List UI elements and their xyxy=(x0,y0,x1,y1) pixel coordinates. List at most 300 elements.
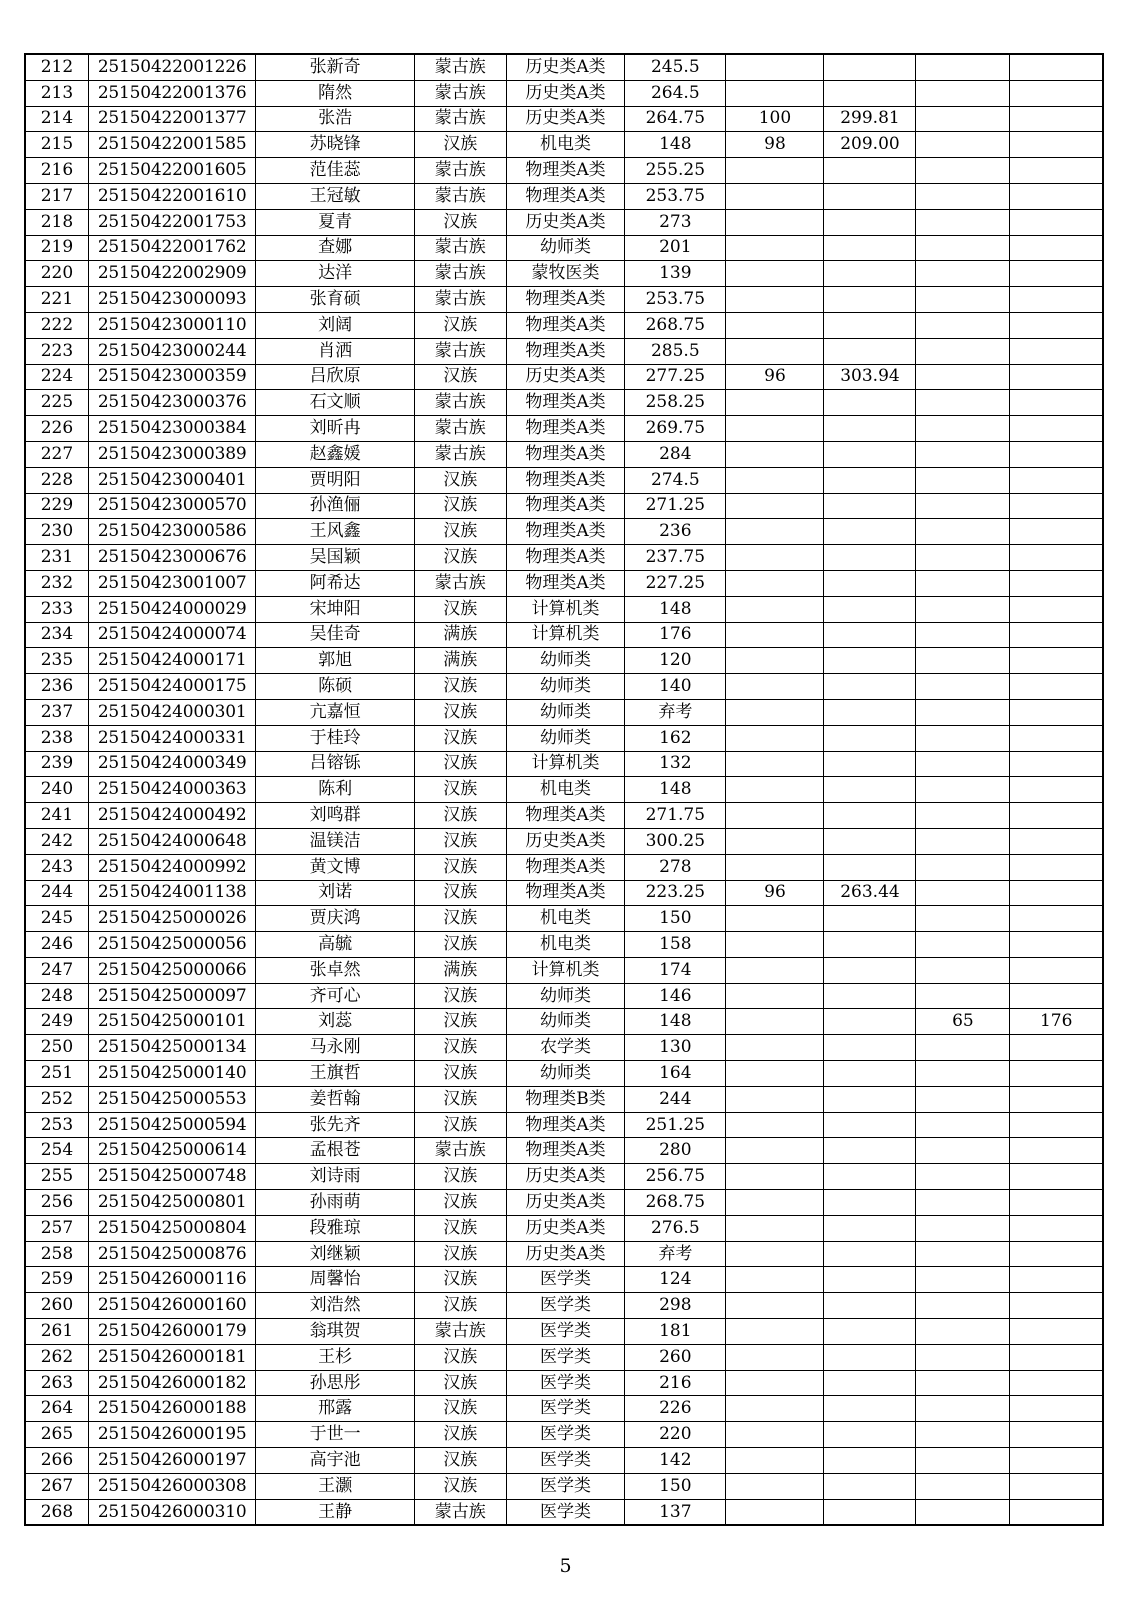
extra-score-cell xyxy=(726,854,824,880)
skill-total-cell xyxy=(1010,932,1103,958)
extra-score-cell xyxy=(726,570,824,596)
name-cell: 齐可心 xyxy=(256,983,414,1009)
seq-cell: 255 xyxy=(25,1164,88,1190)
extra-score-cell xyxy=(726,957,824,983)
category-cell: 机电类 xyxy=(506,132,625,158)
name-cell: 张育硕 xyxy=(256,287,414,313)
extra-score-cell: 96 xyxy=(726,364,824,390)
extra-score-cell: 100 xyxy=(726,106,824,132)
extra-score-cell xyxy=(726,545,824,571)
name-cell: 张浩 xyxy=(256,106,414,132)
score-cell: 174 xyxy=(625,957,726,983)
seq-cell: 261 xyxy=(25,1319,88,1345)
table-row xyxy=(25,906,1103,932)
category-cell: 物理类A类 xyxy=(506,158,625,184)
seq-cell: 212 xyxy=(25,54,88,80)
table-row xyxy=(25,699,1103,725)
extra-score-cell xyxy=(726,54,824,80)
total-score-cell xyxy=(824,467,916,493)
table-row xyxy=(25,1422,1103,1448)
score-cell: 271.25 xyxy=(625,493,726,519)
exam-id-cell: 25150422001762 xyxy=(88,235,256,261)
score-cell: 130 xyxy=(625,1035,726,1061)
extra-score-cell xyxy=(726,699,824,725)
skill-total-cell xyxy=(1010,493,1103,519)
extra-score-cell xyxy=(726,596,824,622)
extra-score-cell xyxy=(726,390,824,416)
table-row xyxy=(25,1293,1103,1319)
table-row xyxy=(25,235,1103,261)
name-cell: 张卓然 xyxy=(256,957,414,983)
total-score-cell xyxy=(824,1138,916,1164)
ethnicity-cell: 蒙古族 xyxy=(414,54,506,80)
skill-total-cell xyxy=(1010,1086,1103,1112)
total-score-cell xyxy=(824,648,916,674)
skill-total-cell xyxy=(1010,441,1103,467)
ethnicity-cell: 汉族 xyxy=(414,1112,506,1138)
name-cell: 邢露 xyxy=(256,1396,414,1422)
skill-total-cell xyxy=(1010,1499,1103,1525)
skill-score-cell xyxy=(916,364,1010,390)
table-row xyxy=(25,983,1103,1009)
ethnicity-cell: 汉族 xyxy=(414,209,506,235)
ethnicity-cell: 蒙古族 xyxy=(414,1138,506,1164)
score-cell: 273 xyxy=(625,209,726,235)
ethnicity-cell: 满族 xyxy=(414,622,506,648)
exam-id-cell: 25150426000179 xyxy=(88,1319,256,1345)
ethnicity-cell: 汉族 xyxy=(414,854,506,880)
skill-score-cell xyxy=(916,880,1010,906)
table-row xyxy=(25,854,1103,880)
exam-id-cell: 25150425000026 xyxy=(88,906,256,932)
table-row xyxy=(25,1215,1103,1241)
ethnicity-cell: 汉族 xyxy=(414,493,506,519)
extra-score-cell xyxy=(726,158,824,184)
total-score-cell xyxy=(824,441,916,467)
total-score-cell xyxy=(824,1319,916,1345)
score-cell: 269.75 xyxy=(625,416,726,442)
name-cell: 王冠敏 xyxy=(256,183,414,209)
skill-score-cell xyxy=(916,338,1010,364)
name-cell: 刘阔 xyxy=(256,312,414,338)
table-row xyxy=(25,390,1103,416)
table-row xyxy=(25,338,1103,364)
ethnicity-cell: 汉族 xyxy=(414,1164,506,1190)
ethnicity-cell: 蒙古族 xyxy=(414,416,506,442)
seq-cell: 263 xyxy=(25,1370,88,1396)
total-score-cell xyxy=(824,158,916,184)
name-cell: 孙渔俪 xyxy=(256,493,414,519)
category-cell: 历史类A类 xyxy=(506,80,625,106)
name-cell: 苏晓锋 xyxy=(256,132,414,158)
exam-id-cell: 25150422001605 xyxy=(88,158,256,184)
skill-score-cell xyxy=(916,1473,1010,1499)
total-score-cell xyxy=(824,183,916,209)
category-cell: 幼师类 xyxy=(506,699,625,725)
category-cell: 计算机类 xyxy=(506,596,625,622)
seq-cell: 268 xyxy=(25,1499,88,1525)
exam-id-cell: 25150422001585 xyxy=(88,132,256,158)
extra-score-cell xyxy=(726,1215,824,1241)
category-cell: 幼师类 xyxy=(506,648,625,674)
skill-score-cell xyxy=(916,1499,1010,1525)
exam-id-cell: 25150426000182 xyxy=(88,1370,256,1396)
exam-id-cell: 25150423000244 xyxy=(88,338,256,364)
extra-score-cell xyxy=(726,1086,824,1112)
extra-score-cell xyxy=(726,932,824,958)
exam-id-cell: 25150426000188 xyxy=(88,1396,256,1422)
skill-total-cell xyxy=(1010,725,1103,751)
total-score-cell: 209.00 xyxy=(824,132,916,158)
skill-total-cell xyxy=(1010,1344,1103,1370)
table-row xyxy=(25,1190,1103,1216)
total-score-cell xyxy=(824,1396,916,1422)
table-row xyxy=(25,1473,1103,1499)
score-cell: 260 xyxy=(625,1344,726,1370)
skill-total-cell xyxy=(1010,1448,1103,1474)
table-row xyxy=(25,932,1103,958)
skill-total-cell: 176 xyxy=(1010,1009,1103,1035)
seq-cell: 250 xyxy=(25,1035,88,1061)
extra-score-cell xyxy=(726,725,824,751)
total-score-cell xyxy=(824,1061,916,1087)
name-cell: 肖洒 xyxy=(256,338,414,364)
exam-id-cell: 25150425000134 xyxy=(88,1035,256,1061)
skill-total-cell xyxy=(1010,1396,1103,1422)
ethnicity-cell: 蒙古族 xyxy=(414,80,506,106)
exam-id-cell: 25150425000876 xyxy=(88,1241,256,1267)
score-cell: 258.25 xyxy=(625,390,726,416)
score-cell: 148 xyxy=(625,1009,726,1035)
category-cell: 医学类 xyxy=(506,1448,625,1474)
name-cell: 石文顺 xyxy=(256,390,414,416)
total-score-cell xyxy=(824,416,916,442)
skill-total-cell xyxy=(1010,777,1103,803)
table-row xyxy=(25,1086,1103,1112)
extra-score-cell xyxy=(726,1293,824,1319)
name-cell: 达洋 xyxy=(256,261,414,287)
category-cell: 物理类A类 xyxy=(506,416,625,442)
ethnicity-cell: 蒙古族 xyxy=(414,338,506,364)
category-cell: 物理类A类 xyxy=(506,1112,625,1138)
table-row xyxy=(25,880,1103,906)
exam-id-cell: 25150426000308 xyxy=(88,1473,256,1499)
skill-total-cell xyxy=(1010,1138,1103,1164)
seq-cell: 248 xyxy=(25,983,88,1009)
skill-total-cell xyxy=(1010,545,1103,571)
seq-cell: 256 xyxy=(25,1190,88,1216)
exam-id-cell: 25150424000648 xyxy=(88,828,256,854)
total-score-cell xyxy=(824,1344,916,1370)
skill-score-cell xyxy=(916,209,1010,235)
name-cell: 刘鸣群 xyxy=(256,803,414,829)
extra-score-cell xyxy=(726,828,824,854)
table-row xyxy=(25,1319,1103,1345)
total-score-cell xyxy=(824,932,916,958)
total-score-cell xyxy=(824,699,916,725)
category-cell: 历史类A类 xyxy=(506,1215,625,1241)
category-cell: 物理类A类 xyxy=(506,183,625,209)
category-cell: 物理类A类 xyxy=(506,287,625,313)
score-cell: 271.75 xyxy=(625,803,726,829)
category-cell: 计算机类 xyxy=(506,751,625,777)
total-score-cell xyxy=(824,235,916,261)
extra-score-cell xyxy=(726,441,824,467)
category-cell: 物理类B类 xyxy=(506,1086,625,1112)
seq-cell: 243 xyxy=(25,854,88,880)
extra-score-cell xyxy=(726,235,824,261)
name-cell: 于桂玲 xyxy=(256,725,414,751)
skill-score-cell xyxy=(916,1370,1010,1396)
seq-cell: 245 xyxy=(25,906,88,932)
name-cell: 王风鑫 xyxy=(256,519,414,545)
ethnicity-cell: 汉族 xyxy=(414,983,506,1009)
skill-score-cell xyxy=(916,545,1010,571)
seq-cell: 213 xyxy=(25,80,88,106)
score-cell: 245.5 xyxy=(625,54,726,80)
score-cell: 146 xyxy=(625,983,726,1009)
seq-cell: 214 xyxy=(25,106,88,132)
extra-score-cell xyxy=(726,312,824,338)
exam-id-cell: 25150424000992 xyxy=(88,854,256,880)
ethnicity-cell: 蒙古族 xyxy=(414,1499,506,1525)
exam-id-cell: 25150423000401 xyxy=(88,467,256,493)
seq-cell: 233 xyxy=(25,596,88,622)
skill-score-cell xyxy=(916,1086,1010,1112)
name-cell: 周馨怡 xyxy=(256,1267,414,1293)
total-score-cell xyxy=(824,1293,916,1319)
ethnicity-cell: 汉族 xyxy=(414,906,506,932)
total-score-cell xyxy=(824,312,916,338)
score-cell: 253.75 xyxy=(625,287,726,313)
table-row xyxy=(25,261,1103,287)
category-cell: 物理类A类 xyxy=(506,338,625,364)
total-score-cell xyxy=(824,1190,916,1216)
exam-id-cell: 25150422001610 xyxy=(88,183,256,209)
name-cell: 查娜 xyxy=(256,235,414,261)
name-cell: 陈硕 xyxy=(256,674,414,700)
exam-id-cell: 25150425000801 xyxy=(88,1190,256,1216)
table-row xyxy=(25,364,1103,390)
ethnicity-cell: 汉族 xyxy=(414,1293,506,1319)
table-row xyxy=(25,777,1103,803)
score-cell: 280 xyxy=(625,1138,726,1164)
total-score-cell xyxy=(824,261,916,287)
exam-id-cell: 25150424000349 xyxy=(88,751,256,777)
extra-score-cell xyxy=(726,1422,824,1448)
skill-total-cell xyxy=(1010,622,1103,648)
ethnicity-cell: 满族 xyxy=(414,957,506,983)
seq-cell: 253 xyxy=(25,1112,88,1138)
score-cell: 181 xyxy=(625,1319,726,1345)
name-cell: 段雅琼 xyxy=(256,1215,414,1241)
extra-score-cell xyxy=(726,674,824,700)
ethnicity-cell: 汉族 xyxy=(414,674,506,700)
skill-total-cell xyxy=(1010,1061,1103,1087)
category-cell: 医学类 xyxy=(506,1293,625,1319)
name-cell: 贾庆鸿 xyxy=(256,906,414,932)
category-cell: 物理类A类 xyxy=(506,880,625,906)
table-row xyxy=(25,957,1103,983)
total-score-cell xyxy=(824,828,916,854)
skill-score-cell xyxy=(916,751,1010,777)
score-cell: 164 xyxy=(625,1061,726,1087)
skill-score-cell xyxy=(916,932,1010,958)
exam-id-cell: 25150424000175 xyxy=(88,674,256,700)
ethnicity-cell: 汉族 xyxy=(414,1267,506,1293)
table-row xyxy=(25,648,1103,674)
skill-score-cell xyxy=(916,1422,1010,1448)
extra-score-cell xyxy=(726,183,824,209)
extra-score-cell xyxy=(726,751,824,777)
table-row xyxy=(25,1448,1103,1474)
table-body xyxy=(25,54,1103,1525)
total-score-cell xyxy=(824,751,916,777)
seq-cell: 241 xyxy=(25,803,88,829)
score-cell: 274.5 xyxy=(625,467,726,493)
exam-id-cell: 25150422001377 xyxy=(88,106,256,132)
extra-score-cell xyxy=(726,493,824,519)
name-cell: 孟根苍 xyxy=(256,1138,414,1164)
seq-cell: 259 xyxy=(25,1267,88,1293)
skill-score-cell xyxy=(916,957,1010,983)
score-cell: 256.75 xyxy=(625,1164,726,1190)
score-table xyxy=(24,53,1104,1526)
ethnicity-cell: 汉族 xyxy=(414,1473,506,1499)
ethnicity-cell: 满族 xyxy=(414,648,506,674)
skill-score-cell xyxy=(916,1164,1010,1190)
total-score-cell xyxy=(824,1215,916,1241)
table-row xyxy=(25,1344,1103,1370)
seq-cell: 249 xyxy=(25,1009,88,1035)
exam-id-cell: 25150426000310 xyxy=(88,1499,256,1525)
total-score-cell xyxy=(824,1473,916,1499)
ethnicity-cell: 蒙古族 xyxy=(414,235,506,261)
skill-score-cell xyxy=(916,1267,1010,1293)
ethnicity-cell: 汉族 xyxy=(414,1215,506,1241)
seq-cell: 228 xyxy=(25,467,88,493)
skill-score-cell xyxy=(916,287,1010,313)
name-cell: 姜哲翰 xyxy=(256,1086,414,1112)
skill-total-cell xyxy=(1010,699,1103,725)
category-cell: 物理类A类 xyxy=(506,519,625,545)
total-score-cell xyxy=(824,725,916,751)
score-cell: 237.75 xyxy=(625,545,726,571)
score-cell: 276.5 xyxy=(625,1215,726,1241)
table-row xyxy=(25,725,1103,751)
score-cell: 124 xyxy=(625,1267,726,1293)
skill-score-cell xyxy=(916,390,1010,416)
exam-id-cell: 25150422001376 xyxy=(88,80,256,106)
table-row xyxy=(25,493,1103,519)
score-cell: 253.75 xyxy=(625,183,726,209)
exam-id-cell: 25150422002909 xyxy=(88,261,256,287)
score-cell: 244 xyxy=(625,1086,726,1112)
skill-total-cell xyxy=(1010,54,1103,80)
score-cell: 137 xyxy=(625,1499,726,1525)
total-score-cell xyxy=(824,1499,916,1525)
name-cell: 吴佳奇 xyxy=(256,622,414,648)
score-cell: 264.5 xyxy=(625,80,726,106)
extra-score-cell xyxy=(726,261,824,287)
seq-cell: 229 xyxy=(25,493,88,519)
category-cell: 历史类A类 xyxy=(506,1164,625,1190)
skill-score-cell xyxy=(916,777,1010,803)
skill-score-cell xyxy=(916,622,1010,648)
skill-total-cell xyxy=(1010,1190,1103,1216)
skill-total-cell xyxy=(1010,261,1103,287)
exam-id-cell: 25150425000056 xyxy=(88,932,256,958)
skill-total-cell xyxy=(1010,803,1103,829)
table-row xyxy=(25,132,1103,158)
skill-total-cell xyxy=(1010,390,1103,416)
ethnicity-cell: 汉族 xyxy=(414,132,506,158)
total-score-cell xyxy=(824,803,916,829)
name-cell: 吴国颖 xyxy=(256,545,414,571)
table-row xyxy=(25,596,1103,622)
skill-total-cell xyxy=(1010,364,1103,390)
skill-score-cell xyxy=(916,803,1010,829)
table-row xyxy=(25,751,1103,777)
skill-total-cell xyxy=(1010,1370,1103,1396)
category-cell: 农学类 xyxy=(506,1035,625,1061)
category-cell: 物理类A类 xyxy=(506,493,625,519)
category-cell: 医学类 xyxy=(506,1396,625,1422)
category-cell: 物理类A类 xyxy=(506,441,625,467)
skill-score-cell xyxy=(916,183,1010,209)
skill-total-cell xyxy=(1010,828,1103,854)
exam-id-cell: 25150423000384 xyxy=(88,416,256,442)
skill-score-cell xyxy=(916,519,1010,545)
seq-cell: 219 xyxy=(25,235,88,261)
seq-cell: 218 xyxy=(25,209,88,235)
ethnicity-cell: 汉族 xyxy=(414,1370,506,1396)
total-score-cell xyxy=(824,209,916,235)
total-score-cell xyxy=(824,957,916,983)
extra-score-cell xyxy=(726,1190,824,1216)
skill-total-cell xyxy=(1010,1164,1103,1190)
total-score-cell xyxy=(824,596,916,622)
name-cell: 夏青 xyxy=(256,209,414,235)
score-cell: 278 xyxy=(625,854,726,880)
skill-total-cell xyxy=(1010,519,1103,545)
table-row xyxy=(25,416,1103,442)
exam-id-cell: 25150425000097 xyxy=(88,983,256,1009)
exam-id-cell: 25150425000594 xyxy=(88,1112,256,1138)
score-cell: 201 xyxy=(625,235,726,261)
ethnicity-cell: 汉族 xyxy=(414,1396,506,1422)
table-row xyxy=(25,312,1103,338)
seq-cell: 225 xyxy=(25,390,88,416)
score-cell: 300.25 xyxy=(625,828,726,854)
category-cell: 物理类A类 xyxy=(506,312,625,338)
category-cell: 历史类A类 xyxy=(506,1190,625,1216)
ethnicity-cell: 汉族 xyxy=(414,725,506,751)
skill-score-cell xyxy=(916,725,1010,751)
seq-cell: 217 xyxy=(25,183,88,209)
total-score-cell xyxy=(824,1267,916,1293)
exam-id-cell: 25150423000586 xyxy=(88,519,256,545)
total-score-cell xyxy=(824,519,916,545)
exam-id-cell: 25150424001138 xyxy=(88,880,256,906)
seq-cell: 254 xyxy=(25,1138,88,1164)
name-cell: 孙雨萌 xyxy=(256,1190,414,1216)
skill-total-cell xyxy=(1010,570,1103,596)
extra-score-cell xyxy=(726,209,824,235)
total-score-cell: 263.44 xyxy=(824,880,916,906)
seq-cell: 257 xyxy=(25,1215,88,1241)
extra-score-cell xyxy=(726,1344,824,1370)
